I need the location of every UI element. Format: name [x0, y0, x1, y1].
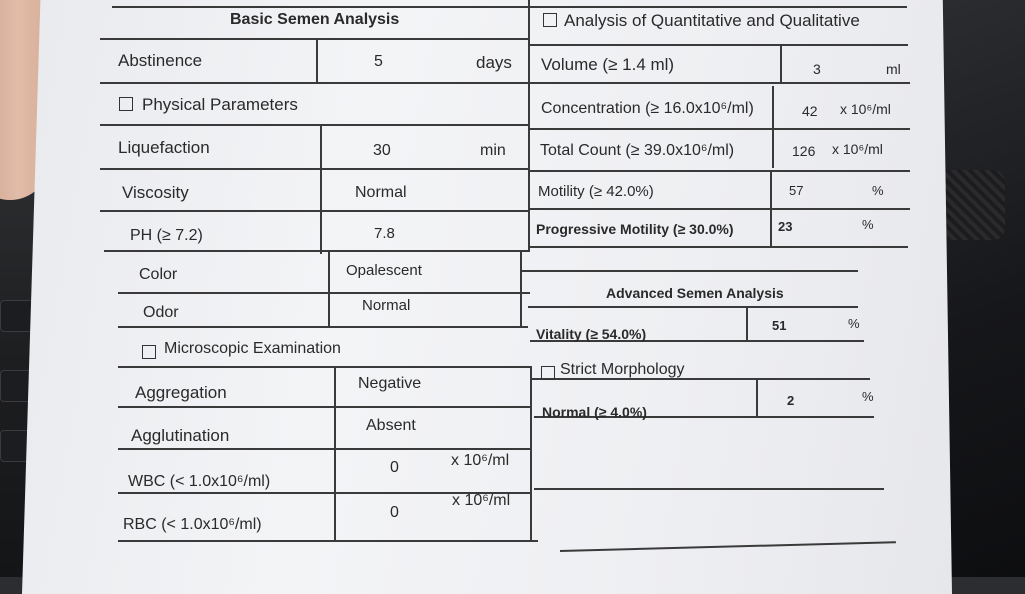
table-line: [100, 168, 530, 170]
morphology-header: Strict Morphology: [560, 361, 685, 378]
table-line: [100, 82, 910, 84]
liquefaction-value: 30: [373, 142, 391, 159]
table-line: [530, 366, 532, 542]
rbc-label: RBC (< 1.0x10⁶/ml): [123, 516, 262, 533]
table-line: [530, 128, 910, 130]
table-line: [530, 246, 908, 248]
table-line: [520, 270, 858, 272]
agglutination-label: Agglutination: [131, 426, 230, 445]
table-line: [770, 170, 772, 246]
normal-value: 2: [787, 393, 795, 408]
table-line: [118, 292, 530, 294]
agglutination-value: Absent: [366, 417, 416, 434]
volume-label: Volume (≥ 1.4 ml): [541, 55, 675, 74]
ph-label: PH (≥ 7.2): [130, 227, 203, 244]
vitality-label: Vitality (≥ 54.0%): [536, 326, 647, 342]
abstinence-unit: days: [476, 53, 512, 72]
table-line: [112, 6, 907, 8]
aggregation-label: Aggregation: [135, 383, 227, 402]
table-line: [328, 250, 330, 326]
volume-unit: ml: [886, 61, 901, 77]
color-value: Opalescent: [346, 262, 422, 279]
concentration-value: 42: [802, 103, 818, 119]
table-line: [100, 38, 530, 40]
aggregation-value: Negative: [358, 375, 422, 392]
table-line: [534, 488, 884, 490]
physical-checkbox: [119, 97, 133, 111]
abstinence-label: Abstinence: [118, 51, 203, 70]
volume-value: 3: [813, 61, 821, 77]
microscopic-checkbox: [142, 345, 156, 359]
table-line: [118, 366, 530, 368]
table-line: [530, 170, 910, 172]
morphology-checkbox: [541, 366, 555, 380]
wbc-label: WBC (< 1.0x10⁶/ml): [128, 473, 271, 490]
color-label: Color: [139, 266, 178, 283]
advanced-header: Advanced Semen Analysis: [606, 285, 784, 301]
wbc-unit: x 10⁶/ml: [451, 452, 510, 469]
microscopic-header: Microscopic Examination: [164, 340, 341, 357]
vitality-value: 51: [772, 318, 787, 333]
motility-unit: %: [872, 183, 884, 198]
normal-label: Normal (≥ 4.0%): [542, 404, 647, 420]
rbc-unit: x 10⁶/ml: [452, 492, 511, 509]
motility-value: 57: [789, 183, 804, 198]
table-line: [520, 250, 522, 326]
vitality-unit: %: [848, 316, 860, 331]
viscosity-value: Normal: [355, 184, 407, 201]
table-line: [530, 208, 910, 210]
table-line: [746, 306, 748, 342]
liquefaction-unit: min: [480, 142, 506, 159]
normal-unit: %: [862, 389, 874, 404]
table-line: [320, 124, 322, 254]
table-line: [528, 0, 530, 252]
table-line: [100, 124, 530, 126]
total-count-unit: x 10⁶/ml: [832, 141, 883, 157]
progressive-label: Progressive Motility (≥ 30.0%): [536, 221, 734, 237]
table-line: [530, 44, 908, 46]
table-line: [118, 540, 538, 542]
abstinence-value: 5: [374, 53, 383, 70]
quant-checkbox: [543, 13, 557, 27]
concentration-label: Concentration (≥ 16.0x10⁶/ml): [541, 100, 754, 117]
viscosity-label: Viscosity: [122, 183, 189, 202]
table-line: [104, 250, 530, 252]
concentration-unit: x 10⁶/ml: [840, 101, 891, 117]
motility-label: Motility (≥ 42.0%): [538, 183, 654, 200]
odor-value: Normal: [362, 297, 411, 314]
table-line: [780, 44, 782, 84]
liquefaction-label: Liquefaction: [118, 138, 210, 157]
table-line: [772, 86, 774, 168]
table-line: [528, 306, 858, 308]
progressive-unit: %: [862, 217, 874, 232]
progressive-value: 23: [778, 219, 793, 234]
rbc-value: 0: [390, 504, 399, 521]
wbc-value: 0: [390, 459, 399, 476]
table-line: [118, 406, 530, 408]
physical-header: Physical Parameters: [142, 95, 298, 114]
table-line: [118, 326, 528, 328]
section-title-quant: Analysis of Quantitative and Qualitative: [564, 11, 860, 30]
ph-value: 7.8: [374, 225, 395, 242]
total-count-value: 126: [792, 143, 816, 159]
table-line: [756, 380, 758, 416]
section-title-basic: Basic Semen Analysis: [230, 11, 400, 28]
odor-label: Odor: [143, 304, 179, 321]
table-line: [334, 366, 336, 542]
table-line: [100, 210, 530, 212]
table-line: [316, 38, 318, 82]
table-line: [118, 448, 532, 450]
total-count-label: Total Count (≥ 39.0x10⁶/ml): [540, 142, 735, 159]
